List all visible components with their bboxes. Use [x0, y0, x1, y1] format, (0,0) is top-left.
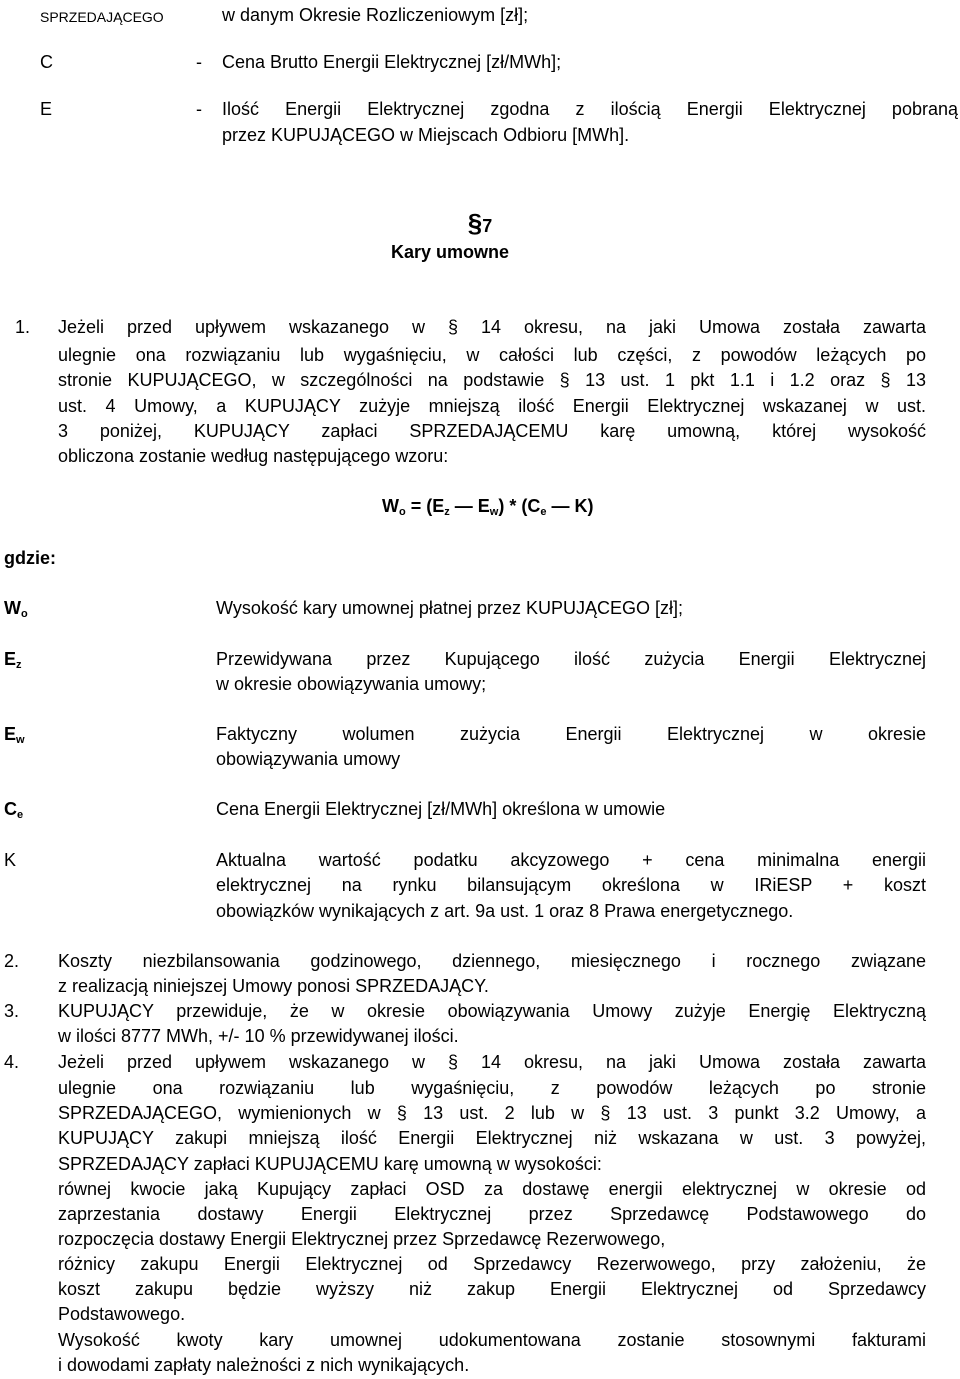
def-c-text: Cena Brutto Energii Elektrycznej [zł/MWh];	[222, 52, 562, 72]
def-wo-text: Wysokość kary umownej płatnej przez KUPUJĄCEGO [zł];	[216, 598, 683, 618]
def-k-text-line3: obowiązków wynikających z art. 9a ust. 1 oraz 8 Prawa energetycznego.	[216, 901, 794, 921]
item4-line12: Wysokość kwoty kary umownej udokumentowana zostanie stosownymi fakturami	[58, 1330, 926, 1350]
def-ez-text-line2: w okresie obowiązywania umowy;	[216, 674, 487, 694]
item4-line6: równej kwocie jaką Kupujący zapłaci OSD za dostawę energii elektrycznej w okresie od	[58, 1179, 926, 1199]
def-symbol-ce: $C_e$	[4, 799, 24, 821]
item4-line7: zaprzestania dostawy Energii Elektrycznej przez Sprzedawcę Podstawowego do	[58, 1204, 926, 1224]
item4-line8: rozpoczęcia dostawy Energii Elektrycznej przez Sprzedawcę Rezerwowego,	[58, 1229, 666, 1249]
item2-line1: Koszty niezbilansowania godzinowego, dziennego, miesięcznego i rocznego związane	[58, 951, 926, 971]
symbol-e: E	[40, 99, 53, 119]
item3-line1: KUPUJĄCY przewiduje, że w okresie obowiązywania Umowy zużyje Energię Elektryczną	[58, 1001, 926, 1021]
def-ew-text-line2: obowiązywania umowy	[216, 749, 401, 769]
def-symbol-k: K	[4, 850, 17, 870]
item1-number: 1.	[15, 317, 31, 337]
item4-line10: koszt zakupu będzie wyższy niż zakup Energii Elektrycznej od Sprzedawcy	[58, 1279, 926, 1299]
item1-line2: ulegnie ona rozwiązaniu lub wygaśnięciu, w całości lub części, z powodów leżących po	[58, 345, 926, 365]
def-ez-text-line1: Przewidywana przez Kupującego ilość zużycia Energii Elektrycznej	[216, 649, 926, 669]
def-e-text-line1: Ilość Energii Elektrycznej zgodna z ilością Energii Elektrycznej pobraną	[222, 99, 958, 119]
item4-line11: Podstawowego.	[58, 1304, 186, 1324]
dash-c: -	[196, 52, 202, 72]
dash-e: -	[196, 99, 202, 119]
item4-line9: różnicy zakupu Energii Elektrycznej od Sprzedawcy Rezerwowego, przy założeniu, że	[58, 1254, 926, 1274]
section-number	[0, 208, 960, 239]
section-number-value: 7	[482, 216, 493, 236]
symbol-c: C	[40, 52, 53, 72]
item3-number: 3.	[4, 1001, 20, 1021]
item2-line2: z realizacją niniejszej Umowy ponosi SPRZEDAJĄCY.	[58, 976, 489, 996]
def-symbol-ez: $E_z$	[4, 649, 22, 671]
def-e-text-line2: przez KUPUJĄCEGO w Miejscach Odbioru [MWh].	[222, 125, 630, 145]
item4-line5: SPRZEDAJĄCY zapłaci KUPUJĄCEMU karę umowną w wysokości:	[58, 1154, 602, 1174]
def-symbol-wo: $W_o$	[4, 598, 28, 620]
def-symbol-ew: $E_w$	[4, 724, 25, 746]
item1-line4: ust. 4 Umowy, a KUPUJĄCY zużyje mniejszą ilość Energii Elektrycznej wskazanej w ust.	[58, 396, 926, 416]
def-k-text-line2: elektrycznej na rynku bilansującym określona w IRiESP + koszt	[216, 875, 926, 895]
section-title: Kary umowne	[390, 242, 510, 262]
line-okres-rozliczeniowy: w danym Okresie Rozliczeniowym [zł];	[222, 5, 529, 25]
def-ce-text: Cena Energii Elektrycznej [zł/MWh] określona w umowie	[216, 799, 666, 819]
def-k-text-line1: Aktualna wartość podatku akcyzowego + cena minimalna energii	[216, 850, 926, 870]
section-sign: §	[467, 208, 483, 238]
item4-line3: SPRZEDAJĄCEGO, wymienionych w § 13 ust. 2 lub w § 13 ust. 3 punkt 3.2 Umowy, a	[58, 1103, 926, 1123]
formula: $W_o = (E_z$ — $E_w) * (C_e$ — K)	[382, 496, 594, 518]
def-ew-text-line1: Faktyczny wolumen zużycia Energii Elektrycznej w okresie	[216, 724, 926, 744]
item4-line13: i dowodami zapłaty należności z nich wynikających.	[58, 1355, 470, 1375]
label-sprzedajacego: SPRZEDAJĄCEGO	[40, 9, 164, 25]
where-label: gdzie:	[4, 548, 56, 568]
item1-line5: 3 poniżej, KUPUJĄCY zapłaci SPRZEDAJĄCEMU karę umowną, której wysokość	[58, 421, 926, 441]
item1-line3: stronie KUPUJĄCEGO, w szczególności na podstawie § 13 ust. 1 pkt 1.1 i 1.2 oraz § 13	[58, 370, 926, 390]
item1-line6: obliczona zostanie według następującego wzoru:	[58, 446, 449, 466]
item4-line1: Jeżeli przed upływem wskazanego w § 14 okresu, na jaki Umowa została zawarta	[58, 1052, 926, 1072]
item3-line2: w ilości 8777 MWh, +/- 10 % przewidywanej ilości.	[58, 1026, 459, 1046]
item4-line4: KUPUJĄCY zakupi mniejszą ilość Energii Elektrycznej niż wskazana w ust. 3 powyżej,	[58, 1128, 926, 1148]
item2-number: 2.	[4, 951, 20, 971]
item1-line1: Jeżeli przed upływem wskazanego w § 14 okresu, na jaki Umowa została zawarta	[58, 317, 926, 337]
item4-line2: ulegnie ona rozwiązaniu lub wygaśnięciu, z powodów leżących po stronie	[58, 1078, 926, 1098]
item4-number: 4.	[4, 1052, 20, 1072]
